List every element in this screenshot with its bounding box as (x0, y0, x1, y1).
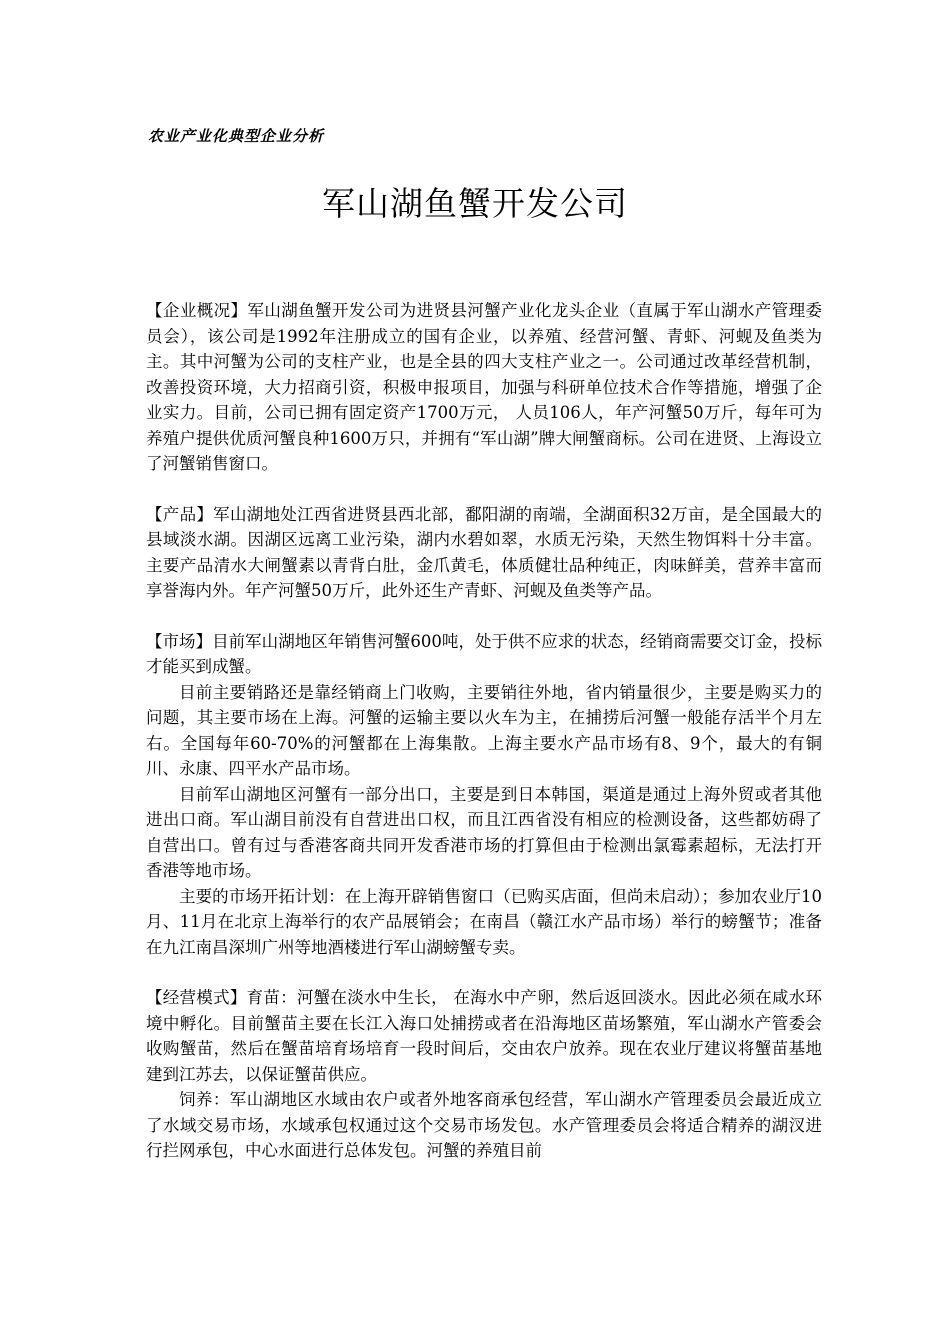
paragraph-market-sales-channels: 目前主要销路还是靠经销商上门收购，主要销往外地，省内销量很少，主要是购买力的问题，其主要市场在上海。河蟹的运输主要以火车为主，在捕捞后河蟹一般能存活半个月左右。全国每年60-70%的河蟹都在上海集散。上海主要水产品市场有8、9个，最大的有铜川、永康、四平水产品市场。 (146, 682, 822, 778)
paragraph-market-plans: 主要的市场开拓计划：在上海开辟销售窗口（已购买店面，但尚未启动）；参加农业厅10月、11月在北京上海举行的农产品展销会；在南昌（赣江水产品市场）举行的螃蟹节；准备在九江南昌深圳广州等地酒楼进行军山湖螃蟹专卖。 (146, 886, 822, 957)
document-header: 农业产业化典型企业分析 (148, 127, 325, 145)
paragraph-market-export: 目前军山湖地区河蟹有一部分出口，主要是到日本韩国，渠道是通过上海外贸或者其他进出口商。军山湖目前没有自营进出口权，而且江西省没有相应的检测设备，这些都妨碍了自营出口。曾有过与香港客商共同开发香港市场的打算但由于检测出氯霉素超标，无法打开香港等地市场。 (146, 784, 822, 880)
paragraph-products: 【产品】军山湖地处江西省进贤县西北部，鄱阳湖的南端，全湖面积32万亩，是全国最大的县域淡水湖。因湖区远离工业污染，湖内水碧如翠，水质无污染，天然生物饵料十分丰富。主要产品清水大闸蟹素以青背白肚，金爪黄毛，体质健壮品种纯正，肉味鲜美，营养丰富而享誉海内外。年产河蟹50万斤，此外还生产青虾、河蚬及鱼类等产品。 (146, 504, 822, 600)
paragraph-business-model-breeding: 饲养：军山湖地区水域由农户或者外地客商承包经营，军山湖水产管理委员会最近成立了水域交易市场，水域承包权通过这个交易市场发包。水产管理委员会将适合精养的湖汊进行拦网承包，中心水面进行总体发包。河蟹的养殖目前 (146, 1090, 822, 1160)
document-body (146, 298, 822, 1164)
paragraph-business-model: 【经营模式】育苗：河蟹在淡水中生长， 在海水中产卵，然后返回淡水。因此必须在咸水环境中孵化。目前蟹苗主要在长江入海口处捕捞或者在沿海地区苗场繁殖，军山湖水产管委会收购蟹苗，然后在蟹苗培育场培育一段时间后，交由农户放养。现在农业厅建议将蟹苗基地建到江苏去，以保证蟹苗供应。 (146, 988, 822, 1084)
document-title: 军山湖鱼蟹开发公司 (322, 184, 628, 223)
paragraph-market: 【市场】目前军山湖地区年销售河蟹600吨，处于供不应求的状态，经销商需要交订金，投标才能买到成蟹。 (146, 631, 822, 676)
paragraph-company-overview: 【企业概况】军山湖鱼蟹开发公司为进贤县河蟹产业化龙头企业（直属于军山湖水产管理委员会），该公司是1992年注册成立的国有企业，以养殖、经营河蟹、青虾、河蚬及鱼类为主。其中河蟹为公司的支柱产业，也是全县的四大支柱产业之一。公司通过改革经营机制，改善投资环境，大力招商引资，积极申报项目，加强与科研单位技术合作等措施，增强了企业实力。目前，公司已拥有固定资产1700万元， 人员106人，年产河蟹50万斤，每年可为养殖户提供优质河蟹良种1600万只，并拥有“军山湖”牌大闸蟹商标。公司在进贤、上海设立了河蟹销售窗口。 (146, 301, 822, 473)
